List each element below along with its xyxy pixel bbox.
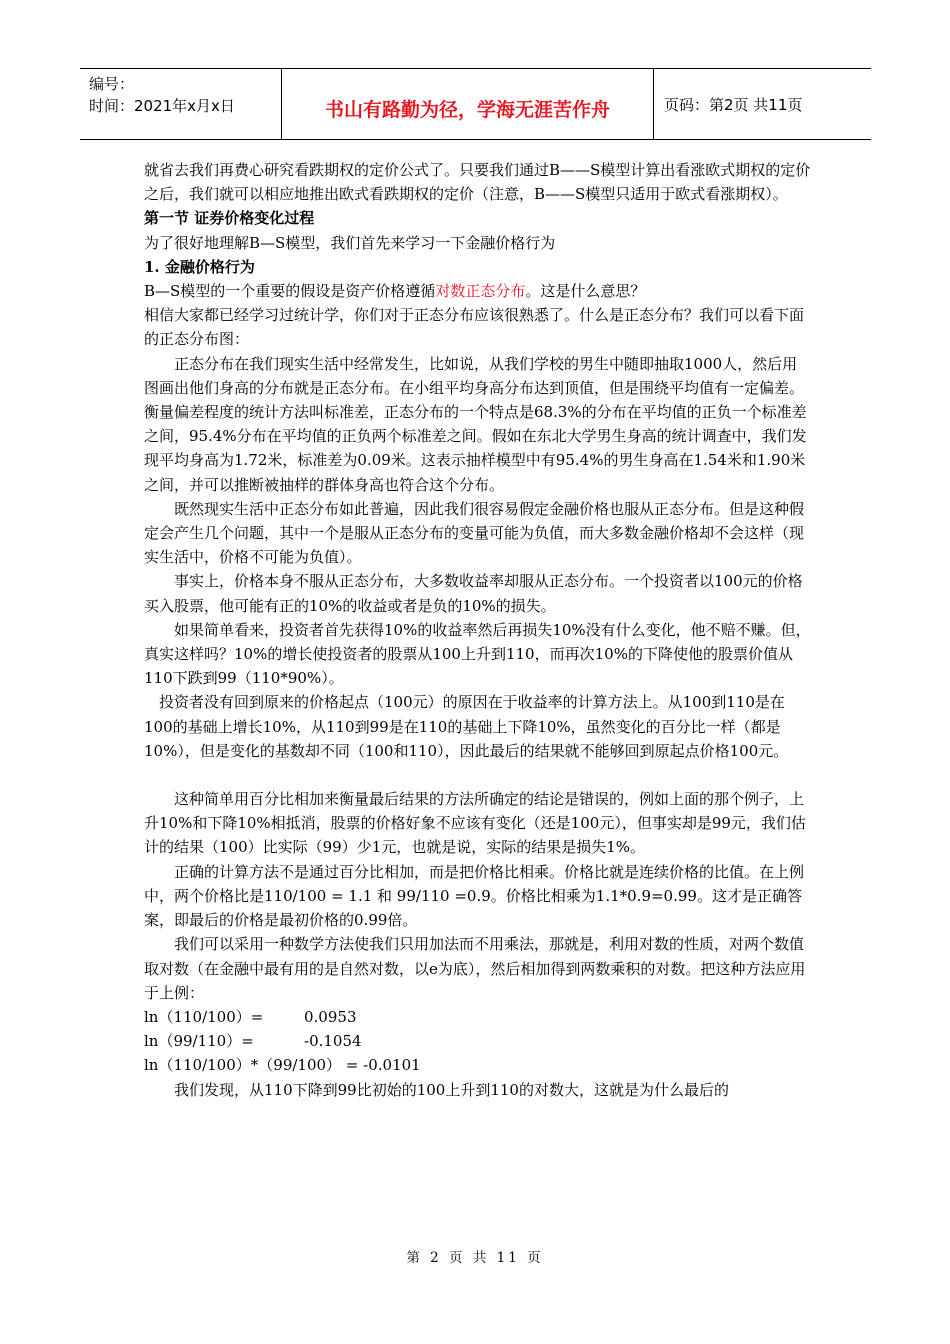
calculation-line	[144, 1005, 812, 1029]
paragraph: 就省去我们再费心研究看跌期权的定价公式了。只要我们通过B——S模型计算出看涨欧式期权的定价之后，我们就可以相应地推出欧式看跌期权的定价（注意，B——S模型只适用于欧式看涨期权）。	[144, 161, 811, 204]
subsection-title: 1. 金融价格行为	[144, 257, 255, 276]
paragraph: 为了很好地理解B—S模型，我们首先来学习一下金融价格行为	[144, 233, 556, 252]
page-footer: 第 2 页 共 11 页	[406, 1250, 544, 1266]
document-body	[144, 158, 812, 1102]
header-time: 时间：2021年x月x日	[89, 97, 235, 115]
highlighted-term: 对数正态分布	[435, 282, 526, 301]
blank-line	[144, 763, 812, 787]
header-page-number: 页码：第2页 共11页	[664, 95, 803, 114]
paragraph: 正确的计算方法不是通过百分比相加，而是把价格比相乘。价格比就是连续价格的比值。在上例中，两个价格比是110/100 = 1.1 和 99/110 =0.9。价格比相乘为1.1*0.9=0.99。这才是正确答案，即最后的价格是最初价格的0.99倍。	[144, 862, 805, 930]
paragraph: 事实上，价格本身不服从正态分布，大多数收益率却服从正态分布。一个投资者以100元的价格买入股票，他可能有正的10%的收益或者是负的10%的损失。	[144, 572, 803, 615]
paragraph: 相信大家都已经学习过统计学，你们对于正态分布应该很熟悉了。什么是正态分布？我们可以看下面的正态分布图：	[144, 306, 805, 349]
header-motto: 书山有路勤为径，学海无涯苦作舟	[282, 69, 654, 139]
calculation-label: ln（110/100）=	[144, 1007, 264, 1026]
paragraph: 我们发现，从110下降到99比初始的100上升到110的对数大，这就是为什么最后的	[174, 1080, 729, 1099]
paragraph: 如果简单看来，投资者首先获得10%的收益率然后再损失10%没有什么变化，他不赔不赚。但，真实这样吗？10%的增长使投资者的股票从100上升到110，而再次10%的下降使他的股票价值从110下跌到99（110*90%）。	[144, 620, 811, 688]
calculation-label: ln（99/110）=	[144, 1032, 254, 1051]
text-run: 。这是什么意思？	[525, 282, 646, 301]
text-run: B—S模型的一个重要的假设是资产价格遵循	[144, 282, 436, 301]
paragraph	[144, 279, 812, 303]
calculation-line: ln（110/100）*（99/100） = -0.0101	[144, 1056, 421, 1075]
paragraph: 这种简单用百分比相加来衡量最后结果的方法所确定的结论是错误的，例如上面的那个例子，上升10%和下降10%相抵消，股票的价格好象不应该有变化（还是100元），但事实却是99元，我们估计的结果（100）比实际（99）少1元，也就是说，实际的结果是损失1%。	[144, 790, 806, 857]
calculation-line	[144, 1029, 812, 1053]
page-header	[80, 68, 871, 140]
paragraph: 正态分布在我们现实生活中经常发生，比如说，从我们学校的男生中随即抽取1000人，然后用图画出他们身高的分布就是正态分布。在小组平均身高分布达到顶值，但是围绕平均值有一定偏差。衡量偏差程度的统计方法叫标准差，正态分布的一个特点是68.3%的分布在平均值的正负一个标准差之间，95.4%分布在平均值的正负两个标准差之间。假如在东北大学男生身高的统计调查中，我们发现平均身高为1.72米，标准差为0.09米。这表示抽样模型中有95.4%的男生身高在1.54米和1.90米之间，并可以推断被抽样的群体身高也符合这个分布。	[144, 354, 807, 494]
calculation-value: -0.1054	[304, 1032, 362, 1051]
paragraph: 我们可以采用一种数学方法使我们只用加法而不用乘法，那就是，利用对数的性质，对两个数值取对数（在金融中最有用的是自然对数，以e为底），然后相加得到两数乘积的对数。把这种方法应用于上例：	[144, 935, 806, 1002]
header-meta-cell	[80, 69, 282, 139]
calculation-value: 0.0953	[304, 1007, 357, 1026]
section-title: 第一节 证券价格变化过程	[144, 209, 315, 228]
header-number: 编号：	[89, 75, 135, 93]
paragraph: 投资者没有回到原来的价格起点（100元）的原因在于收益率的计算方法上。从100到110是在100的基础上增长10%，从110到99是在110的基础上下降10%，虽然变化的百分比一样（都是10%），但是变化的基数却不同（100和110），因此最后的结果就不能够回到原起点价格100元。	[144, 693, 789, 760]
paragraph: 既然现实生活中正态分布如此普遍，因此我们很容易假定金融价格也服从正态分布。但是这种假定会产生几个问题，其中一个是服从正态分布的变量可能为负值，而大多数金融价格却不会这样（现实生活中，价格不可能为负值）。	[144, 499, 805, 567]
